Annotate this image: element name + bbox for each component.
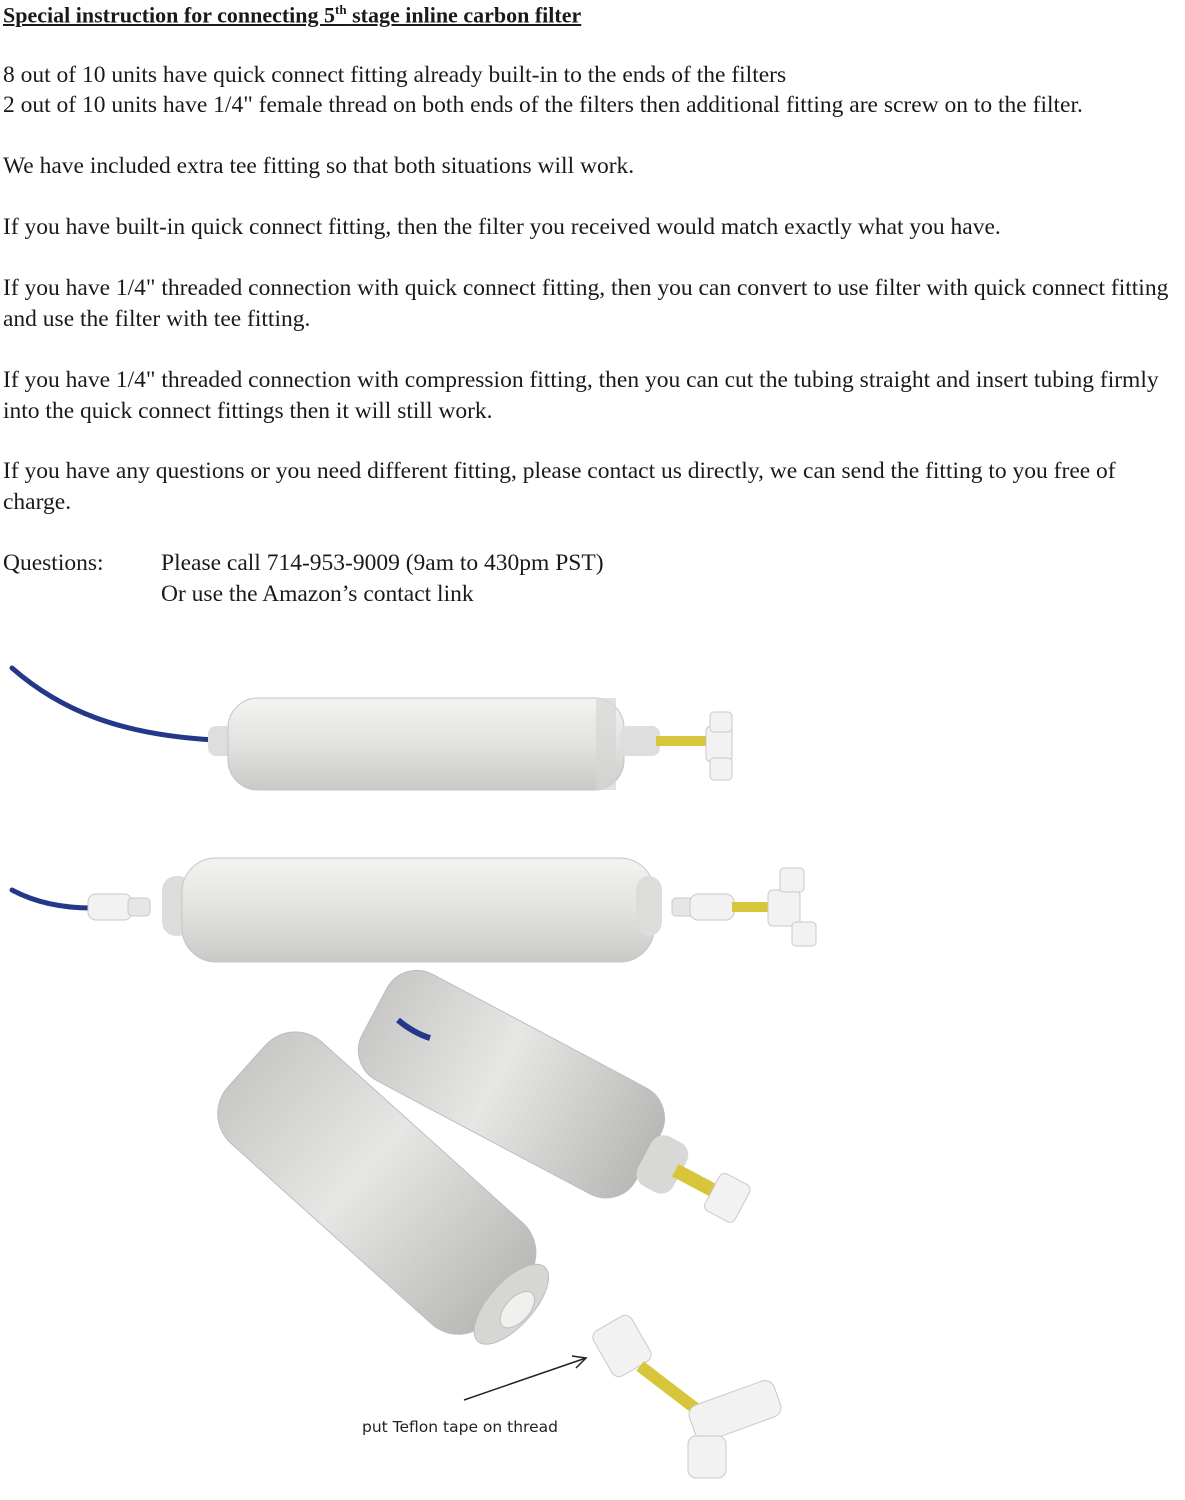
paragraph-units-built-in: 8 out of 10 units have quick connect fitting already built-in to the ends of the filters bbox=[3, 62, 787, 88]
pointer-arrow bbox=[464, 1358, 586, 1400]
filter-photo-threaded bbox=[12, 858, 816, 962]
paragraph-extra-tee: We have included extra tee fitting so that both situations will work. bbox=[3, 153, 635, 179]
yellow-tubing bbox=[732, 902, 772, 912]
filter-body-2 bbox=[182, 858, 654, 962]
threaded-end-right bbox=[636, 876, 662, 936]
filter-photo-closeup bbox=[201, 958, 784, 1478]
quick-connect-fitting bbox=[690, 894, 734, 920]
tee-fitting bbox=[702, 1171, 752, 1224]
tee-fitting bbox=[768, 890, 800, 926]
paragraph-threaded-quick-connect: If you have 1/4" threaded connection with quick connect fitting, then you can convert to use filter with quick connect fitting and use the filter with tee fitting. bbox=[3, 275, 1169, 332]
blue-tubing bbox=[12, 890, 92, 908]
blue-tubing bbox=[12, 668, 215, 740]
document-title: Special instruction for connecting 5th stage inline carbon filter bbox=[3, 2, 582, 28]
yellow-tubing bbox=[640, 1366, 700, 1412]
quick-connect-fitting bbox=[88, 894, 132, 920]
paragraph-units-threaded: 2 out of 10 units have 1/4" female thread on both ends of the filters then additional fitting are screw on to the filter. bbox=[3, 92, 1083, 118]
amazon-contact-line: Or use the Amazon’s contact link bbox=[161, 580, 474, 607]
paragraph-contact-us: If you have any questions or you need different fitting, please contact us directly, we can send the fitting to you free of charge. bbox=[3, 458, 1116, 515]
phone-line: Please call 714-953-9009 (9am to 430pm PST) bbox=[161, 550, 604, 576]
tee-fitting bbox=[686, 1378, 784, 1444]
questions-label: Questions: bbox=[3, 550, 104, 576]
paragraph-built-in-case: If you have built-in quick connect fitting, then the filter you received would match exactly what you have. bbox=[3, 214, 1001, 240]
yellow-tubing bbox=[656, 736, 712, 746]
contact-info bbox=[161, 548, 604, 609]
paragraph-compression-fitting: If you have 1/4" threaded connection with compression fitting, then you can cut the tubing straight and insert tubing firmly into the quick connect fittings then it will still work. bbox=[3, 367, 1159, 424]
photo-caption: put Teflon tape on thread bbox=[362, 1418, 558, 1436]
filter-photo-built-in bbox=[12, 668, 732, 790]
filter-photos bbox=[0, 640, 1185, 1500]
filter-end-cap-right bbox=[620, 726, 660, 756]
filter-body-1 bbox=[228, 698, 624, 790]
